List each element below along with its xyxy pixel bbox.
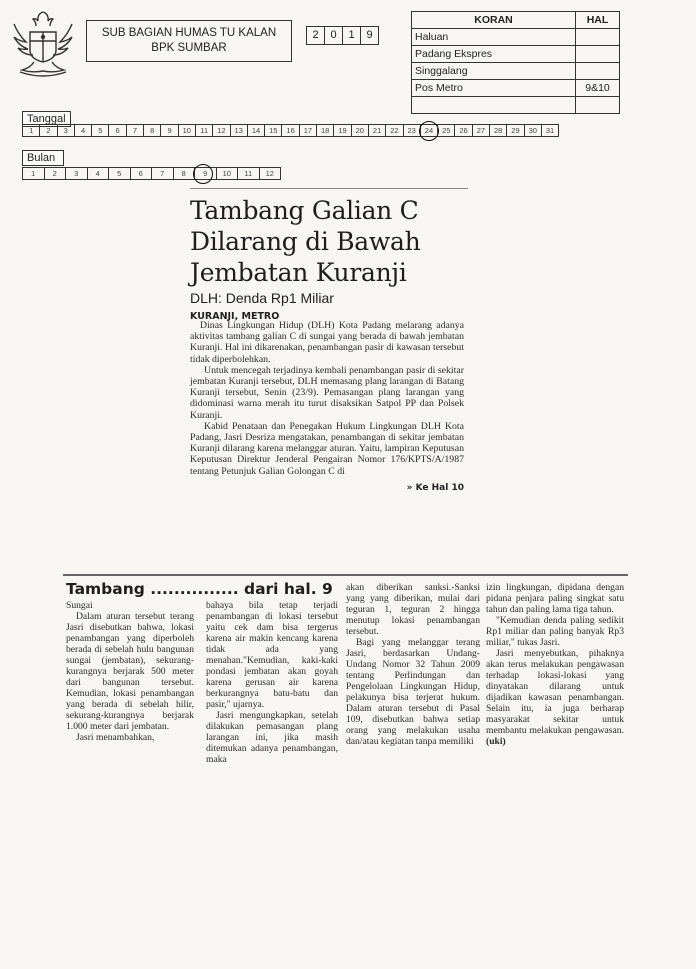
article-body [190,320,464,477]
number-cell: 27 [472,124,490,137]
number-cell: 8 [143,124,161,137]
table-row [412,63,620,80]
column-2 [206,600,338,765]
table-row [412,97,620,114]
tanggal-row [22,124,558,137]
headline-line: Dilarang di Bawah [190,227,421,256]
number-cell: 11 [195,124,213,137]
number-cell: 8 [173,167,196,180]
koran-header: KORAN [412,12,576,29]
table-row [412,46,620,63]
newspaper-name: Haluan [412,29,576,46]
paragraph: Jasri menambahkan, [76,732,155,743]
section-divider [63,574,628,576]
continued-label: Ke Hal 10 [415,482,464,493]
subheadline: DLH: Denda Rp1 Miliar [190,290,334,306]
number-cell: 16 [281,124,299,137]
number-cell: 12 [259,167,282,180]
paragraph: akan diberikan sanksi.-Sanksi yang yang diberikan, mulai dari teguran 1, teguran 2 hingga menutup lokasi penambangan tersebut. [346,582,480,637]
number-cell: 15 [264,124,282,137]
page-number [576,97,620,114]
paragraph: Sungai [66,600,93,611]
newspaper-name: Pos Metro [412,80,576,97]
number-cell: 1 [22,167,45,180]
koran-table [411,11,620,114]
main-article [190,185,464,493]
year-digit: 1 [342,26,361,45]
page-number [576,29,620,46]
number-cell: 1 [22,124,40,137]
number-cell: 4 [87,167,110,180]
number-cell: 9 [160,124,178,137]
table-row [412,29,620,46]
newspaper-name: Padang Ekspres [412,46,576,63]
headline [190,195,464,288]
paragraph: Dalam aturan tersebut terang Jasri disebutkan bahwa, lokasi penambangan yang diperboleh berada di sebelah hulu bangunan sungai (jembatan), sekurang-kurangnya berjarak 500 meter dari bangunan tersebut. Kemudian, lokasi penambangan yang berada di sebelah hilir, sekurang-kurangnya berjarak 1.000 meter dari jembatan. [66,611,194,732]
newspaper-name [412,97,576,114]
author-signature: (uki) [486,736,506,747]
paragraph: Dinas Lingkungan Hidup (DLH) Kota Padang melarang adanya aktivitas tambang galian C di sungai yang berada di bawah jembatan Kuranji. Hal ini dikarenakan, penambangan pasir di kawasan tersebut tidak diperbolehkan. [190,320,464,365]
number-cell: 4 [74,124,92,137]
headline-line: Jembatan Kuranji [190,258,407,287]
number-cell: 29 [506,124,524,137]
hal-header: HAL [576,12,620,29]
number-cell: 20 [351,124,369,137]
number-cell: 28 [489,124,507,137]
column-1 [66,600,194,743]
year-digit: 0 [324,26,343,45]
number-cell: 6 [108,124,126,137]
number-cell: 23 [403,124,421,137]
number-cell: 5 [91,124,109,137]
tanggal-label: Tanggal [22,111,71,127]
number-cell: 22 [385,124,403,137]
number-cell: 3 [57,124,75,137]
year-digit: 2 [306,26,325,45]
number-cell: 5 [108,167,131,180]
newspaper-name: Singgalang [412,63,576,80]
number-cell: 24 [420,124,438,137]
bulan-label: Bulan [22,150,64,166]
paragraph: bahaya bila tetap terjadi penambangan di lokasi tersebut yaitu cek dam bisa tergerus karena air makin kencang karena tidak ada yang menahan."Kemudian, kaki-kaki pondasi jembatan akan goyah karena gerusan air karena berkurangnya batu-batu dan pasir," ujarnya. [206,600,338,710]
dateline: KURANJI, METRO [190,311,280,322]
paragraph: Bagi yang melanggar terang Jasri, berdasarkan Undang-Undang Nomor 32 Tahun 2009 tentang Perlindungan dan Pengelolaan Lingkungan Hidup, pelakunya bisa terjerat hukum. Dalam aturan tersebut di Pasal 109, disebutkan bahwa setiap orang yang melakukan usaha dan/atau kegiatan tanpa memiliki [346,637,480,747]
number-cell: 19 [333,124,351,137]
number-cell: 10 [216,167,239,180]
page-number: 9&10 [576,80,620,97]
paragraph: "Kemudian denda paling sedikit Rp1 miliar dan paling banyak Rp3 miliar," tukas Jasri. [486,615,624,648]
year-digit: 9 [360,26,379,45]
continued-link[interactable] [190,483,464,493]
number-cell: 26 [454,124,472,137]
table-row [412,80,620,97]
bulan-row [22,167,280,180]
number-cell: 30 [524,124,542,137]
number-cell: 10 [178,124,196,137]
number-cell: 31 [541,124,559,137]
number-cell: 21 [368,124,386,137]
number-cell: 7 [126,124,144,137]
column-3 [346,582,480,747]
department-name: SUB BAGIAN HUMAS TU KALAN [101,27,277,39]
number-cell: 11 [237,167,260,180]
paragraph: Untuk mencegah terjadinya kembali penambangan pasir di sekitar jembatan Kuranji tersebut, DLH memasang plang larangan di Batang Kuranji tersebut, Senin (23/9). Pemasangan plang larangan yang didominasi warna merah itu turut disaksikan Satpol PP dan Polsek Kuranji. [190,364,464,421]
number-cell: 14 [247,124,265,137]
headline-line: Tambang Galian C [190,196,419,225]
garuda-emblem-icon [8,4,78,92]
number-cell: 17 [299,124,317,137]
number-cell: 18 [316,124,334,137]
paragraph [486,648,624,747]
number-cell: 3 [65,167,88,180]
number-cell: 6 [130,167,153,180]
page-number [576,46,620,63]
number-cell: 25 [437,124,455,137]
number-cell: 2 [39,124,57,137]
paragraph: Jasri mengungkapkan, setelah dilakukan pemasangan plang larangan ini, jika masih ditemukan adanya penambangan, maka [206,710,338,765]
number-cell: 2 [44,167,67,180]
year-boxes [306,26,378,45]
number-cell: 7 [151,167,174,180]
paragraph: Kabid Penataan dan Penegakan Hukum Lingkungan DLH Kota Padang, Jasri Desriza mengatakan, penambangan di sekitar jembatan Kuranji dilarang karena melanggar aturan. Yaitu, lampiran Keputusan Keputusan Direktur Jenderal Pengairan Nomor 176/KPTS/A/1987 tentang Petunjuk Galian Golongan C di [190,420,464,477]
number-cell: 12 [212,124,230,137]
department-sub: BPK SUMBAR [151,42,227,54]
paragraph-text: Jasri menyebutkan, pihaknya akan terus melakukan pengawasan terhadap lokasi-lokasi yang dinyatakan dilarang untuk dijadikan kawasan penambangan. Selain itu, ia juga berharap masyarakat sekitar untuk membantu melakukan pengawasan. [486,648,624,736]
continuation-title: Tambang ............... dari hal. 9 [66,580,333,598]
paragraph: izin lingkungan, dipidana dengan pidana penjara paling singkat satu tahun dan paling lama tiga tahun. [486,582,624,615]
column-4 [486,582,624,747]
page-number [576,63,620,80]
double-arrow-icon: » [406,482,413,493]
number-cell: 9 [194,167,217,180]
department-box [86,20,292,62]
number-cell: 13 [230,124,248,137]
